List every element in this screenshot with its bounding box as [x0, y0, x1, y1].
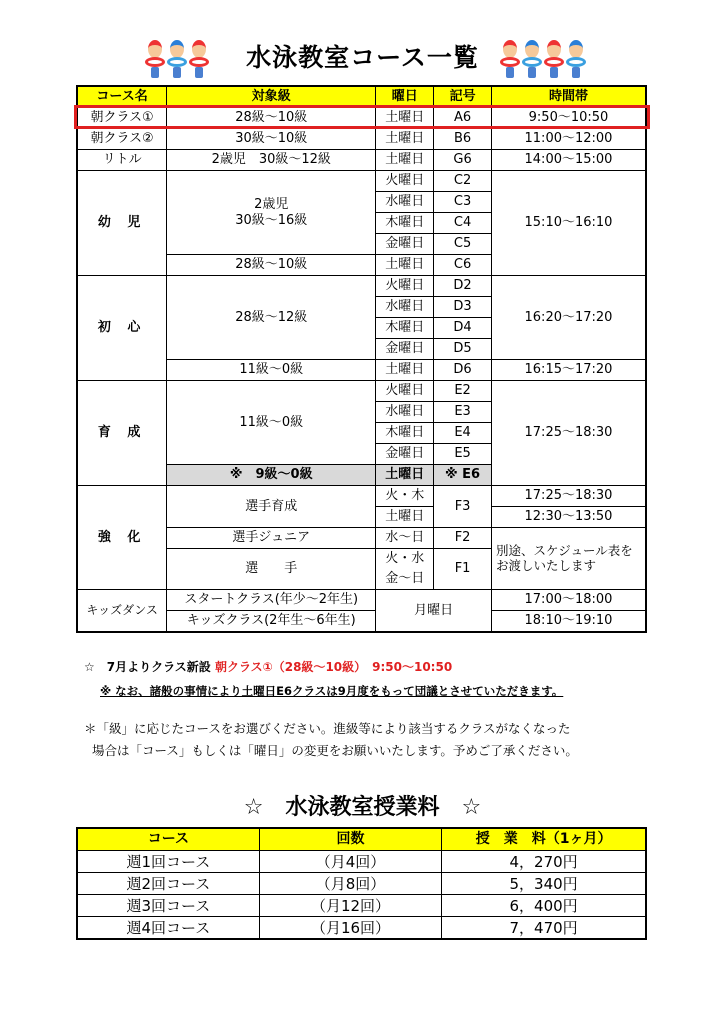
fee-amount: 5，340円: [442, 873, 646, 895]
time: 14:00〜15:00: [491, 150, 646, 171]
table-row: [77, 895, 646, 917]
header-count: 回数: [259, 828, 441, 851]
table-row: [77, 381, 646, 402]
level: 選手ジュニア: [167, 528, 376, 549]
level: キッズクラス(2年生〜6年生): [167, 611, 376, 633]
level: 11級〜0級: [167, 381, 376, 465]
level: 選手育成: [167, 486, 376, 528]
course-name: 強 化: [77, 486, 167, 590]
level: 2歳児 30級〜12級: [167, 150, 376, 171]
time: 16:15〜17:20: [491, 360, 646, 381]
level: 28級〜10級: [167, 255, 376, 276]
code: F3: [434, 486, 492, 528]
page-title: 水泳教室コース一覧: [246, 43, 479, 72]
day: 土曜日: [376, 507, 434, 528]
header-level: 対象級: [167, 86, 376, 108]
fee-count: （月12回）: [259, 895, 441, 917]
day: 火・水: [376, 549, 434, 570]
header-code: 記号: [434, 86, 492, 108]
advice-line: ＊「級」に応じたコースをお選びください。進級等により該当するクラスがなくなった: [84, 721, 571, 736]
day: 月曜日: [376, 590, 492, 633]
code: D6: [434, 360, 492, 381]
header-course: コース名: [77, 86, 167, 108]
code: G6: [434, 150, 492, 171]
code: F1: [434, 549, 492, 590]
fee-table: [76, 827, 647, 940]
header-day: 曜日: [376, 86, 434, 108]
level: [167, 171, 376, 255]
course-name: 幼 児: [77, 171, 167, 276]
day: 火曜日: [376, 381, 434, 402]
code: C6: [434, 255, 492, 276]
day: 木曜日: [376, 318, 434, 339]
day: 火・木: [376, 486, 434, 507]
day: 金〜日: [376, 569, 434, 590]
day: 土曜日: [376, 129, 434, 150]
code: F2: [434, 528, 492, 549]
table-row: [77, 851, 646, 873]
fee-course: 週4回コース: [77, 917, 259, 940]
level: ※ 9級〜0級: [167, 465, 376, 486]
level-line: 30級〜16級: [235, 212, 308, 228]
table-row: [77, 486, 646, 507]
time: 12:30〜13:50: [491, 507, 646, 528]
fee-count: （月8回）: [259, 873, 441, 895]
course-name: 朝クラス②: [77, 129, 167, 150]
day: 水曜日: [376, 297, 434, 318]
table-row: [77, 873, 646, 895]
fee-course: 週3回コース: [77, 895, 259, 917]
table-row: [77, 917, 646, 940]
day: 水〜日: [376, 528, 434, 549]
time: 16:20〜17:20: [491, 276, 646, 360]
time: 17:25〜18:30: [491, 486, 646, 507]
code: C4: [434, 213, 492, 234]
level: 28級〜10級: [167, 108, 376, 129]
code: E2: [434, 381, 492, 402]
time: 15:10〜16:10: [491, 171, 646, 276]
table-row: [77, 590, 646, 611]
advice-note: [84, 718, 578, 762]
time-note: 別途、スケジュール表をお渡しいたします: [491, 528, 646, 590]
course-table-header: [77, 86, 646, 108]
day: 水曜日: [376, 402, 434, 423]
code: E5: [434, 444, 492, 465]
fee-amount: 7，470円: [442, 917, 646, 940]
code: B6: [434, 129, 492, 150]
fee-table-header: [77, 828, 646, 851]
new-class-highlight: 朝クラス①（28級〜10級） 9:50〜10:50: [214, 660, 453, 674]
level: 選 手: [167, 549, 376, 590]
day: 土曜日: [376, 255, 434, 276]
new-class-prefix: ☆ 7月よりクラス新設: [84, 660, 211, 674]
fee-course: 週2回コース: [77, 873, 259, 895]
course-name: 朝クラス①: [77, 108, 167, 129]
table-row: [77, 171, 646, 192]
course-name: 育 成: [77, 381, 167, 486]
fee-amount: 6，400円: [442, 895, 646, 917]
level: 11級〜0級: [167, 360, 376, 381]
day: 金曜日: [376, 339, 434, 360]
code: D2: [434, 276, 492, 297]
header-course: コース: [77, 828, 259, 851]
course-table: [76, 85, 647, 633]
header-time: 時間帯: [491, 86, 646, 108]
code: ※ E6: [434, 465, 492, 486]
fee-title: ☆ 水泳教室授業料 ☆: [243, 795, 482, 820]
header-fee: 授 業 料（1ヶ月）: [442, 828, 646, 851]
fee-amount: 4，270円: [442, 851, 646, 873]
fee-count: （月16回）: [259, 917, 441, 940]
fee-course: 週1回コース: [77, 851, 259, 873]
code: E4: [434, 423, 492, 444]
time: 9:50〜10:50: [491, 108, 646, 129]
table-row: [77, 276, 646, 297]
time: 17:25〜18:30: [491, 381, 646, 486]
table-row: [77, 108, 646, 129]
day: 土曜日: [376, 150, 434, 171]
level: 28級〜12級: [167, 276, 376, 360]
level: スタートクラス(年少〜2年生): [167, 590, 376, 611]
course-name: 初 心: [77, 276, 167, 381]
time: 11:00〜12:00: [491, 129, 646, 150]
day: 土曜日: [376, 360, 434, 381]
code: E3: [434, 402, 492, 423]
table-row: [77, 129, 646, 150]
day: 火曜日: [376, 171, 434, 192]
day: 金曜日: [376, 444, 434, 465]
advice-line: 場合は「コース」もしくは「曜日」の変更をお願いいたします。予めご了承ください。: [92, 743, 578, 758]
new-class-note: [84, 658, 452, 675]
code: C3: [434, 192, 492, 213]
day: 金曜日: [376, 234, 434, 255]
time: 17:00〜18:00: [491, 590, 646, 611]
closure-note: ※ なお、諸般の事情により土曜日E6クラスは9月度をもって団議とさせていただきます。: [100, 684, 564, 698]
table-row: [77, 150, 646, 171]
code: C5: [434, 234, 492, 255]
day: 木曜日: [376, 423, 434, 444]
day: 火曜日: [376, 276, 434, 297]
level: 30級〜10級: [167, 129, 376, 150]
code: A6: [434, 108, 492, 129]
code: C2: [434, 171, 492, 192]
day: 木曜日: [376, 213, 434, 234]
course-name: リトル: [77, 150, 167, 171]
day: 土曜日: [376, 465, 434, 486]
code: D4: [434, 318, 492, 339]
level-line: 2歳児: [254, 196, 289, 212]
time: 18:10〜19:10: [491, 611, 646, 633]
course-name: キッズダンス: [77, 590, 167, 633]
code: D3: [434, 297, 492, 318]
day: 土曜日: [376, 108, 434, 129]
day: 水曜日: [376, 192, 434, 213]
code: D5: [434, 339, 492, 360]
fee-count: （月4回）: [259, 851, 441, 873]
